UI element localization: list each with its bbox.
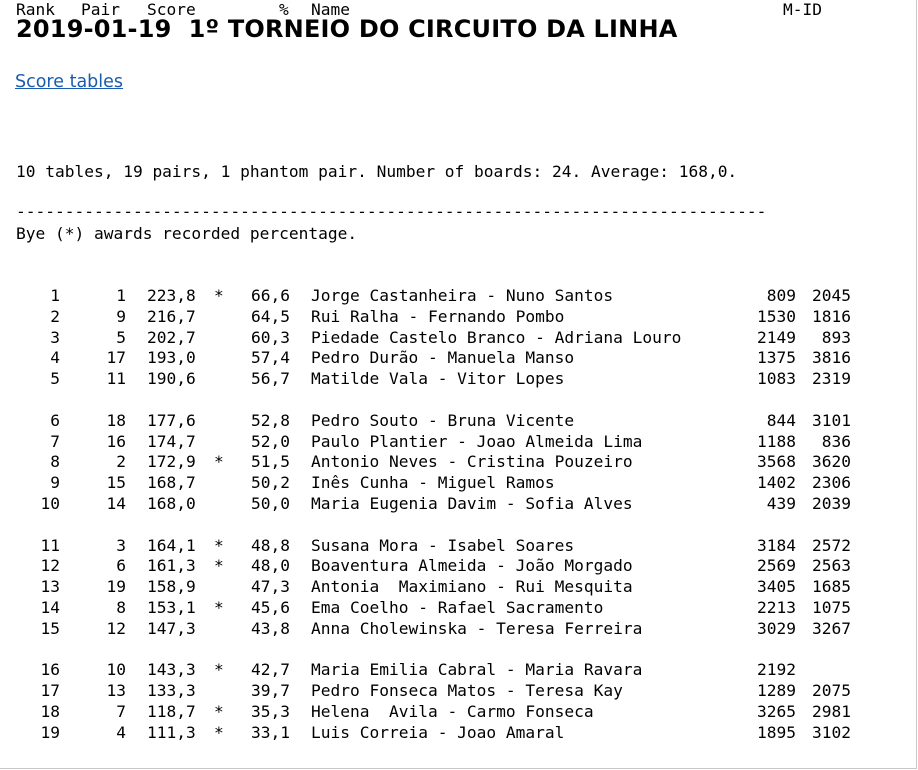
pct-cell: 52,0: [251, 431, 290, 451]
pair-cell: 3: [116, 535, 126, 555]
table-row: [0, 452, 918, 473]
score-cell: 202,7: [147, 327, 196, 347]
member-id-1: 3568: [757, 452, 796, 472]
member-id-1: 1375: [757, 348, 796, 368]
member-id-2: 1685: [812, 577, 851, 597]
member-id-1: 439: [766, 493, 796, 513]
group-spacer: [0, 515, 918, 536]
member-id-1: 2149: [757, 327, 796, 347]
pair-names-cell: Maria Emilia Cabral - Maria Ravara: [311, 660, 643, 680]
member-id-2: 3101: [812, 410, 851, 430]
table-row: [0, 619, 918, 640]
member-id-1: 1402: [757, 473, 796, 493]
pair-cell: 4: [116, 722, 126, 742]
info-line-2: Bye (*) awards recorded percentage.: [16, 223, 358, 243]
rank-cell: 12: [40, 556, 60, 576]
bye-marker: *: [214, 286, 224, 305]
pair-names-cell: Luis Correia - Joao Amaral: [311, 722, 565, 742]
table-row: [0, 577, 918, 598]
pair-names-cell: Inês Cunha - Miguel Ramos: [311, 473, 555, 493]
score-cell: 143,3: [147, 660, 196, 680]
bye-marker: *: [214, 701, 224, 721]
pair-names-cell: Matilde Vala - Vitor Lopes: [311, 369, 565, 389]
table-row: [0, 681, 918, 702]
pair-names-cell: Anna Cholewinska - Teresa Ferreira: [311, 618, 643, 638]
bye-marker: *: [214, 556, 224, 576]
member-id-2: 2075: [812, 681, 851, 701]
pct-cell: 50,2: [251, 473, 290, 493]
pair-cell: 15: [106, 473, 126, 493]
member-id-1: 1530: [757, 306, 796, 326]
score-cell: 168,7: [147, 473, 196, 493]
score-cell: 174,7: [147, 431, 196, 451]
group-spacer: [0, 390, 918, 411]
pair-cell: 17: [106, 348, 126, 368]
pair-names-cell: Rui Ralha - Fernando Pombo: [311, 306, 565, 326]
rank-cell: 16: [40, 660, 60, 680]
bye-marker: *: [214, 597, 224, 617]
pair-names-cell: Maria Eugenia Davim - Sofia Alves: [311, 493, 633, 513]
member-id-2: 893: [821, 327, 851, 347]
score-cell: 216,7: [147, 306, 196, 326]
member-id-2: 3816: [812, 348, 851, 368]
table-row: [0, 556, 918, 577]
pct-cell: 60,3: [251, 327, 290, 347]
table-row: [0, 702, 918, 723]
table-row: [0, 432, 918, 453]
pair-cell: 10: [106, 660, 126, 680]
table-row: [0, 473, 918, 494]
pair-cell: 5: [116, 327, 126, 347]
rank-cell: 17: [40, 681, 60, 701]
pct-cell: 39,7: [251, 681, 290, 701]
pair-cell: 18: [106, 410, 126, 430]
member-id-2: 3267: [812, 618, 851, 638]
member-id-2: 2572: [812, 535, 851, 555]
pair-cell: 1: [116, 286, 126, 305]
bye-marker: *: [214, 535, 224, 555]
pct-cell: 48,0: [251, 556, 290, 576]
bye-marker: *: [214, 722, 224, 742]
member-id-1: 1289: [757, 681, 796, 701]
pct-cell: 56,7: [251, 369, 290, 389]
table-row: [0, 348, 918, 369]
pct-cell: 47,3: [251, 577, 290, 597]
table-row: [0, 369, 918, 390]
pair-names-cell: Susana Mora - Isabel Soares: [311, 535, 575, 555]
score-tables-link[interactable]: Score tables: [15, 72, 124, 92]
pair-cell: 16: [106, 431, 126, 451]
member-id-2: 3620: [812, 452, 851, 472]
pair-names-cell: Jorge Castanheira - Nuno Santos: [311, 286, 614, 305]
pair-names-cell: Paulo Plantier - Joao Almeida Lima: [311, 431, 643, 451]
score-cell: 172,9: [147, 452, 196, 472]
pct-cell: 43,8: [251, 618, 290, 638]
pair-names-cell: Ema Coelho - Rafael Sacramento: [311, 597, 604, 617]
member-id-2: 2306: [812, 473, 851, 493]
score-cell: 147,3: [147, 618, 196, 638]
pct-cell: 48,8: [251, 535, 290, 555]
pct-cell: 64,5: [251, 306, 290, 326]
pct-cell: 66,6: [251, 286, 290, 305]
member-id-2: 2563: [812, 556, 851, 576]
rank-cell: 3: [50, 327, 60, 347]
score-cell: 153,1: [147, 597, 196, 617]
member-id-2: 2039: [812, 493, 851, 513]
bye-marker: *: [214, 660, 224, 680]
table-row: [0, 723, 918, 744]
header-mid: M-ID: [783, 0, 822, 19]
member-id-1: 2569: [757, 556, 796, 576]
member-id-2: 3102: [812, 722, 851, 742]
table-row: [0, 536, 918, 557]
pair-names-cell: Antonia Maximiano - Rui Mesquita: [311, 577, 633, 597]
pct-cell: 57,4: [251, 348, 290, 368]
pair-cell: 2: [116, 452, 126, 472]
pair-cell: 7: [116, 701, 126, 721]
member-id-2: 1075: [812, 597, 851, 617]
score-cell: 177,6: [147, 410, 196, 430]
score-cell: 193,0: [147, 348, 196, 368]
rank-cell: 19: [40, 722, 60, 742]
pair-cell: 12: [106, 618, 126, 638]
member-id-1: 2213: [757, 597, 796, 617]
table-row: [0, 307, 918, 328]
rank-cell: 8: [50, 452, 60, 472]
rank-cell: 15: [40, 618, 60, 638]
pair-names-cell: Piedade Castelo Branco - Adriana Louro: [311, 327, 682, 347]
pair-cell: 6: [116, 556, 126, 576]
member-id-1: 2192: [757, 660, 796, 680]
rank-cell: 7: [50, 431, 60, 451]
rank-cell: 14: [40, 597, 60, 617]
table-row: [0, 328, 918, 349]
group-spacer: [0, 640, 918, 661]
pct-cell: 52,8: [251, 410, 290, 430]
header-pair: Pair: [81, 0, 120, 19]
header-name: Name: [311, 0, 350, 19]
rank-cell: 1: [50, 286, 60, 305]
bye-marker: *: [214, 452, 224, 472]
member-id-1: 3029: [757, 618, 796, 638]
score-cell: 190,6: [147, 369, 196, 389]
event-info: [16, 120, 737, 266]
member-id-2: 836: [821, 431, 851, 451]
page-title: 2019-01-19 1º TORNEIO DO CIRCUITO DA LINHA: [16, 15, 678, 43]
divider-line: -----------------------------------------------------------------------------: [16, 202, 767, 221]
score-cell: 133,3: [147, 681, 196, 701]
score-cell: 118,7: [147, 701, 196, 721]
score-cell: 161,3: [147, 556, 196, 576]
results-table: [0, 286, 918, 744]
pair-cell: 8: [116, 597, 126, 617]
member-id-2: 2045: [812, 286, 851, 305]
pair-cell: 14: [106, 493, 126, 513]
member-id-2: 1816: [812, 306, 851, 326]
pct-cell: 51,5: [251, 452, 290, 472]
table-row: [0, 494, 918, 515]
member-id-1: 3265: [757, 701, 796, 721]
rank-cell: 11: [40, 535, 60, 555]
header-rank: Rank: [16, 0, 55, 19]
score-cell: 164,1: [147, 535, 196, 555]
rank-cell: 9: [50, 473, 60, 493]
rank-cell: 18: [40, 701, 60, 721]
member-id-1: 809: [766, 286, 796, 305]
table-row: [0, 411, 918, 432]
member-id-2: 2319: [812, 369, 851, 389]
pct-cell: 42,7: [251, 660, 290, 680]
pct-cell: 33,1: [251, 722, 290, 742]
member-id-2: 2981: [812, 701, 851, 721]
rank-cell: 10: [40, 493, 60, 513]
rank-cell: 4: [50, 348, 60, 368]
score-cell: 223,8: [147, 286, 196, 305]
pair-names-cell: Pedro Durão - Manuela Manso: [311, 348, 575, 368]
pair-names-cell: Pedro Souto - Bruna Vicente: [311, 410, 575, 430]
rank-cell: 13: [40, 577, 60, 597]
header-pct: %: [279, 0, 289, 19]
pair-names-cell: Pedro Fonseca Matos - Teresa Kay: [311, 681, 623, 701]
member-id-1: 844: [766, 410, 796, 430]
rank-cell: 5: [50, 369, 60, 389]
pair-names-cell: Helena Avila - Carmo Fonseca: [311, 701, 594, 721]
member-id-1: 3184: [757, 535, 796, 555]
header-score: Score: [147, 0, 196, 19]
pair-cell: 13: [106, 681, 126, 701]
table-row: [0, 598, 918, 619]
rank-cell: 2: [50, 306, 60, 326]
pair-cell: 11: [106, 369, 126, 389]
pair-cell: 19: [106, 577, 126, 597]
score-cell: 158,9: [147, 577, 196, 597]
pct-cell: 45,6: [251, 597, 290, 617]
table-row: [0, 660, 918, 681]
score-cell: 111,3: [147, 722, 196, 742]
member-id-1: 3405: [757, 577, 796, 597]
member-id-1: 1895: [757, 722, 796, 742]
pair-names-cell: Boaventura Almeida - João Morgado: [311, 556, 633, 576]
pair-names-cell: Antonio Neves - Cristina Pouzeiro: [311, 452, 633, 472]
pct-cell: 50,0: [251, 493, 290, 513]
table-row: [0, 286, 918, 307]
member-id-1: 1083: [757, 369, 796, 389]
score-cell: 168,0: [147, 493, 196, 513]
pct-cell: 35,3: [251, 701, 290, 721]
member-id-1: 1188: [757, 431, 796, 451]
pair-cell: 9: [116, 306, 126, 326]
rank-cell: 6: [50, 410, 60, 430]
info-line-1: 10 tables, 19 pairs, 1 phantom pair. Number of boards: 24. Average: 168,0.: [16, 161, 738, 181]
